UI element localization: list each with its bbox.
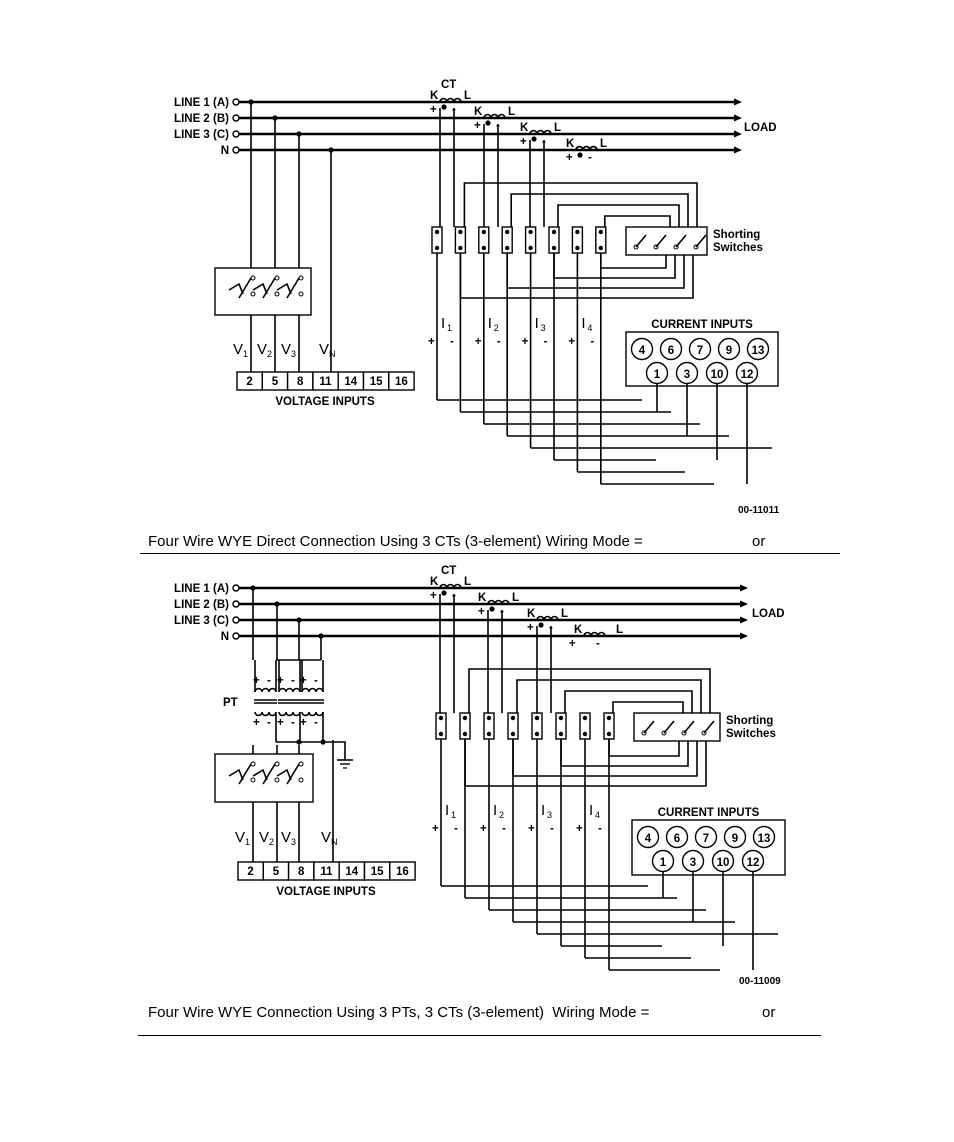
fuse-contact [251,778,255,782]
current-plus: + [528,823,535,835]
current-terminal-label: 6 [673,833,681,845]
terminal-screw [559,732,563,736]
ct-label: CT [441,565,457,577]
line-label-2: LINE 2 (B) [174,113,229,125]
voltage-fuse-box [215,754,313,802]
junction-dot [441,590,446,595]
ct-k-label: K [520,122,529,134]
voltage-terminal-label: 2 [246,376,253,388]
shorting-label-1: Shorting [726,715,774,727]
pt-minus: - [314,717,318,729]
ct-plus: + [566,152,573,164]
voltage-sub-2: 2 [267,349,273,359]
ct-l-label: L [616,624,624,636]
voltage-sub-1: 1 [245,837,251,847]
terminal-screw [528,246,532,250]
ct-minus: - [549,622,553,634]
terminal-screw [511,732,515,736]
arrowhead [734,115,742,122]
pt-plus: + [300,675,307,687]
ct-minus: - [452,104,456,116]
pt-secondary-coil-2 [279,712,300,716]
voltage-label-3: V [281,341,292,358]
terminal-screw [552,246,556,250]
current-label-2: I [493,802,498,819]
ct-l-label: L [561,608,569,620]
ct-label: CT [441,79,457,91]
fuse-contact [251,762,255,766]
shorting-label-2: Switches [726,728,776,740]
junction-dot [485,120,490,125]
voltage-terminal-label: 11 [320,866,333,878]
terminal-screw [505,246,509,250]
terminal-screw [463,732,467,736]
pt-label: PT [223,697,238,709]
voltage-terminal-label: 5 [272,866,280,878]
voltage-label-2: V [257,341,268,358]
terminal-screw [482,230,486,234]
load-label: LOAD [752,608,785,620]
pt-plus: + [277,675,284,687]
current-minus: - [550,823,554,835]
junction-dot [489,606,494,611]
current-minus: - [598,823,602,835]
ct-k-label: K [574,624,583,636]
pt-minus: - [291,717,295,729]
divider-2 [138,1035,821,1036]
fuse-contact [299,778,303,782]
voltage-sub-3: 3 [291,349,297,359]
ct-plus: + [430,104,437,116]
ct-k-label: K [430,576,439,588]
current-label-1: I [441,315,446,332]
voltage-sub-4: N [329,349,336,359]
current-label-3: I [534,315,539,332]
line-label-4: N [220,631,229,643]
ct-k-label: K [430,90,439,102]
arrowhead [740,633,748,640]
pt-minus: - [267,675,271,687]
current-minus: - [502,823,506,835]
voltage-sub-1: 1 [243,349,249,359]
current-sub-3: 3 [547,810,553,820]
caption-1-or: or [752,533,766,550]
current-sub-2: 2 [499,810,505,820]
current-terminal-label: 9 [731,833,739,845]
pt-primary-coil-3 [302,689,323,693]
terminal-screw [439,716,443,720]
line-label-1: LINE 1 (A) [174,583,229,595]
ct-l-label: L [508,106,516,118]
junction-dot [328,147,333,152]
junction-dot [320,739,325,744]
current-plus: + [428,336,435,348]
ct-plus: + [520,136,527,148]
terminal-screw [463,716,467,720]
voltage-terminal-label: 11 [319,376,332,388]
line-terminal [233,601,239,607]
ct-plus: + [527,622,534,634]
fuse-contact [275,276,279,280]
voltage-inputs-title: VOLTAGE INPUTS [276,886,376,898]
current-plus: + [480,823,487,835]
current-label-2: I [487,315,492,332]
ct-plus: + [430,590,437,602]
arrowhead [740,601,748,608]
shorting-label-2: Switches [713,242,763,254]
load-label: LOAD [744,122,777,134]
current-plus: + [576,823,583,835]
voltage-terminal-label: 15 [370,866,384,878]
line-terminal [233,147,239,153]
junction-dot [441,104,446,109]
line-label-2: LINE 2 (B) [174,599,229,611]
arrowhead [740,585,748,592]
ct-minus: - [596,638,600,650]
pt-secondary-coil-1 [255,712,276,716]
arrowhead [734,131,742,138]
ct-minus: - [542,136,546,148]
voltage-label-4: V [319,341,330,358]
junction-dot [296,131,301,136]
junction-dot [248,99,253,104]
ct-minus: - [588,152,592,164]
ct-l-label: L [554,122,562,134]
pt-minus: - [314,675,318,687]
voltage-sub-3: 3 [291,837,297,847]
line-terminal [233,633,239,639]
pt-secondary-coil-3 [302,712,323,716]
terminal-screw [583,716,587,720]
current-terminal-label: 7 [702,833,710,845]
terminal-screw [458,230,462,234]
ct-l-label: L [600,138,608,150]
pt-primary-coil-1 [255,689,276,693]
terminal-screw [599,230,603,234]
current-terminal-label: 13 [757,833,771,845]
fuse-contact [275,778,279,782]
ct-minus: - [500,606,504,618]
pt-plus: + [300,717,307,729]
ct-k-label: K [474,106,483,118]
current-plus: + [521,336,529,348]
terminal-screw [552,230,556,234]
current-plus: + [474,336,482,348]
terminal-screw [583,732,587,736]
current-terminal-label: 6 [667,345,675,357]
pt-minus: - [291,675,295,687]
ct-l-label: L [464,576,472,588]
terminal-screw [607,732,611,736]
ct-k-label: K [527,608,536,620]
caption-2-or: or [762,1004,776,1021]
terminal-screw [505,230,509,234]
terminal-screw [435,230,439,234]
voltage-terminal-label: 5 [271,376,279,388]
current-label-1: I [445,802,450,819]
current-minus: - [590,336,595,348]
current-terminal-label: 1 [659,857,667,869]
current-sub-4: 4 [587,323,593,333]
voltage-label-1: V [233,341,244,358]
ct-minus: - [496,120,500,132]
arrowhead [740,617,748,624]
terminal-screw [487,716,491,720]
line-label-1: LINE 1 (A) [174,97,229,109]
terminal-screw [559,716,563,720]
divider-1 [140,553,840,554]
pt-plus: + [253,717,260,729]
current-terminal-label: 9 [725,345,733,357]
voltage-terminal-label: 16 [395,376,408,388]
line-label-4: N [220,145,229,157]
current-terminal-label: 3 [689,857,697,869]
terminal-screw [458,246,462,250]
voltage-terminal-label: 8 [297,866,305,878]
shorting-label-1: Shorting [713,229,761,241]
ct-l-label: L [464,90,472,102]
junction-dot [296,739,301,744]
voltage-terminal-label: 15 [369,376,383,388]
junction-dot [538,622,543,627]
current-sub-4: 4 [595,810,601,820]
current-plus: + [568,336,576,348]
shorting-switch-box [626,227,707,255]
arrowhead [734,99,742,106]
terminal-screw [535,716,539,720]
terminal-screw [528,230,532,234]
diagram-1 [174,79,780,516]
line-terminal [233,99,239,105]
current-minus: - [454,823,458,835]
voltage-terminal-label: 16 [396,866,409,878]
current-terminal-label: 12 [746,857,760,869]
terminal-screw [487,732,491,736]
ct-plus: + [569,638,576,650]
junction-dot [531,136,536,141]
voltage-sub-2: 2 [269,837,275,847]
terminal-screw [482,246,486,250]
current-minus: - [543,336,548,348]
line-terminal [233,115,239,121]
current-minus: - [496,336,501,348]
shorting-switch-box [634,713,720,741]
voltage-label-4: V [321,829,332,846]
voltage-sub-4: N [331,837,338,847]
fuse-contact [299,276,303,280]
caption-1: Four Wire WYE Direct Connection Using 3 CTs (3-element) Wiring Mode = [148,533,643,550]
junction-dot [577,152,582,157]
arrowhead [734,147,742,154]
ct-plus: + [474,120,481,132]
current-label-4: I [589,802,594,819]
voltage-terminal-label: 14 [345,866,359,878]
ct-k-label: K [566,138,575,150]
current-terminal-label: 1 [653,369,661,381]
current-plus: + [432,823,439,835]
terminal-screw [599,246,603,250]
voltage-fuse-box [215,268,311,315]
fuse-contact [299,292,303,296]
current-terminal-label: 10 [710,369,724,381]
caption-2: Four Wire WYE Connection Using 3 PTs, 3 CTs (3-element) Wiring Mode = [148,1004,650,1021]
current-terminal-label: 4 [638,345,646,357]
junction-dot [272,115,277,120]
current-inputs-title: CURRENT INPUTS [657,807,760,819]
ct-plus: + [478,606,485,618]
fuse-contact [299,762,303,766]
current-minus: - [450,336,454,348]
pt-minus: - [267,717,271,729]
current-sub-2: 2 [493,323,499,333]
voltage-label-3: V [281,829,292,846]
current-terminal-label: 4 [644,833,652,845]
terminal-screw [535,732,539,736]
pt-plus: + [253,675,260,687]
voltage-label-2: V [259,829,270,846]
figure-id: 00-11011 [738,505,780,516]
voltage-terminal-label: 8 [296,376,304,388]
diagram-2 [174,565,785,987]
current-label-4: I [581,315,586,332]
line-terminal [233,131,239,137]
fuse-contact [251,292,255,296]
line-label-3: LINE 3 (C) [174,129,229,141]
terminal-screw [439,732,443,736]
current-label-3: I [541,802,546,819]
current-inputs-title: CURRENT INPUTS [651,319,753,331]
terminal-screw [607,716,611,720]
terminal-screw [575,230,579,234]
current-terminal-label: 12 [740,369,754,381]
terminal-screw [511,716,515,720]
ct-l-label: L [512,592,520,604]
pt-plus: + [277,717,284,729]
pt-primary-coil-2 [279,689,300,693]
line-label-3: LINE 3 (C) [174,615,229,627]
voltage-label-1: V [235,829,246,846]
current-sub-1: 1 [447,323,453,333]
line-terminal [233,617,239,623]
fuse-contact [251,276,255,280]
current-terminal-label: 3 [683,369,691,381]
voltage-terminal-label: 2 [247,866,254,878]
current-terminal-label: 7 [696,345,704,357]
voltage-terminal-label: 14 [344,376,358,388]
ct-minus: - [452,590,456,602]
current-sub-3: 3 [540,323,546,333]
terminal-screw [575,246,579,250]
line-terminal [233,585,239,591]
fuse-contact [275,292,279,296]
ct-k-label: K [478,592,487,604]
voltage-inputs-title: VOLTAGE INPUTS [275,396,375,408]
current-terminal-label: 13 [751,345,765,357]
terminal-screw [435,246,439,250]
figure-id: 00-11009 [739,976,781,987]
fuse-contact [275,762,279,766]
current-sub-1: 1 [451,810,457,820]
current-terminal-label: 10 [716,857,730,869]
